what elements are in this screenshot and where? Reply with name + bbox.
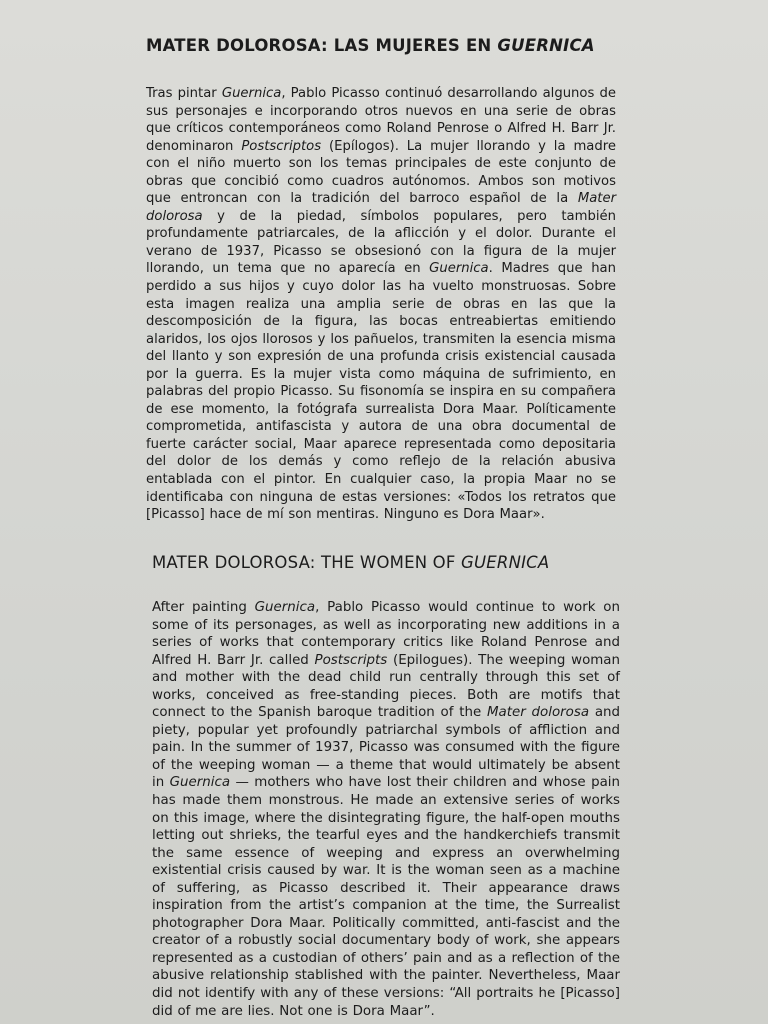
spanish-paragraph xyxy=(146,85,616,524)
english-text-run: , Pablo Picasso would continue to work on some of its personages, as well as incorporating new additions in a series of works that contemporary critics like Roland Penrose and Alfred H. Barr Jr. called xyxy=(152,600,620,668)
spanish-text-run: Postscriptos xyxy=(241,138,322,154)
spanish-text-run: Guernica xyxy=(221,86,282,101)
spanish-text-run: , Pablo Picasso continuó desarrollando algunos de sus personajes e incorporando otros nuevos en una serie de obras que críticos contemporáneos como Roland Penrose o Alfred H. Barr Jr. denominaron xyxy=(146,86,616,154)
spanish-text-run: Tras pintar xyxy=(146,86,222,101)
spanish-text-run: y de la piedad, símbolos populares, pero también profundamente patriarcales, de la aflicción y el dolor. Durante el verano de 1937, Picasso se obsesionó con la figura de la mujer llorando, un tema que no aparecía en xyxy=(146,208,616,277)
spanish-title xyxy=(146,36,616,55)
english-text-run: Guernica xyxy=(254,600,316,615)
spanish-title-italic: GUERNICA xyxy=(497,36,595,55)
english-title-italic: GUERNICA xyxy=(461,553,550,572)
english-title-text: MATER DOLOROSA: THE WOMEN OF xyxy=(152,553,462,572)
spanish-title-text: MATER DOLOROSA: LAS MUJERES EN xyxy=(146,36,498,55)
spanish-text-run: Guernica xyxy=(429,261,489,277)
english-text-run: Postscripts xyxy=(314,652,388,668)
english-section xyxy=(152,553,620,1020)
english-paragraph xyxy=(152,599,620,1020)
spanish-section xyxy=(146,36,616,524)
english-text-run: (Epilogues). The weeping woman and mother with the dead child run centrally through this set of works, conceived as free-standing pieces. Both are motifs that connect to the Spanish baroque tradition of the xyxy=(152,652,620,721)
spanish-text-run: (Epílogos). La mujer llorando y la madre con el niño muerto son los temas principales de este conjunto de obras que concibió como cuadros autónomos. Ambos son motivos que entroncan con la tradición del barroco español de la xyxy=(146,138,616,207)
english-text-run: Mater dolorosa xyxy=(487,705,590,721)
english-text-run: and piety, popular yet profoundly patriarchal symbols of affliction and pain. In the summer of 1937, Picasso was consumed with the figure of the weeping woman — a theme that would ultimately be absent in xyxy=(152,705,621,791)
spanish-text-run: Mater dolorosa xyxy=(146,191,616,224)
english-title xyxy=(152,553,620,572)
spanish-text-run: . Madres que han perdido a sus hijos y cuyo dolor las ha vuelto monstruosas. Sobre esta imagen realiza una amplia serie de obras en las que la descomposición de la figura, las bocas entreabiertas emitiendo alaridos, los ojos llorosos y los pañuelos, transmiten la esencia misma del llanto y son expresión de una profunda crisis existencial causada por la guerra. Es la mujer vista como máquina de sufrimiento, en palabras del propio Picasso. Su fisonomía se inspira en su compañera de ese momento, la fotógrafa surrealista Dora Maar. Políticamente comprometida, antifascista y autora de una obra documental de fuerte carácter social, Maar aparece representada como depositaria del dolor de los demás y como reflejo de la relación abusiva entablada con el pintor. En cualquier caso, la propia Maar no se identificaba con ninguna de estas versiones: «Todos los retratos que [Picasso] hace de mí son mentiras. Ninguno es Dora Maar». xyxy=(146,261,616,523)
english-text-run: — mothers who have lost their children and whose pain has made them monstrous. He made an extensive series of works on this image, where the disintegrating figure, the half-open mouths letting out shrieks, the tearful eyes and the handkerchiefs transmit the same essence of weeping and express an overwhelming existential crisis caused by war. It is the woman seen as a machine of suffering, as Picasso described it. Their appearance draws inspiration from the artist’s companion at the time, the Surrealist photographer Dora Maar. Politically committed, anti-fascist and the creator of a robustly social documentary body of work, she appears represented as a custodian of others’ pain and as a reflection of the abusive relationship stablished with the painter. Nevertheless, Maar did not identify with any of these versions: “All portraits he [Picasso] did of me are lies. Not one is Dora Maar”. xyxy=(152,775,621,1019)
english-text-run: After painting xyxy=(152,600,255,615)
english-text-run: Guernica xyxy=(169,775,231,791)
